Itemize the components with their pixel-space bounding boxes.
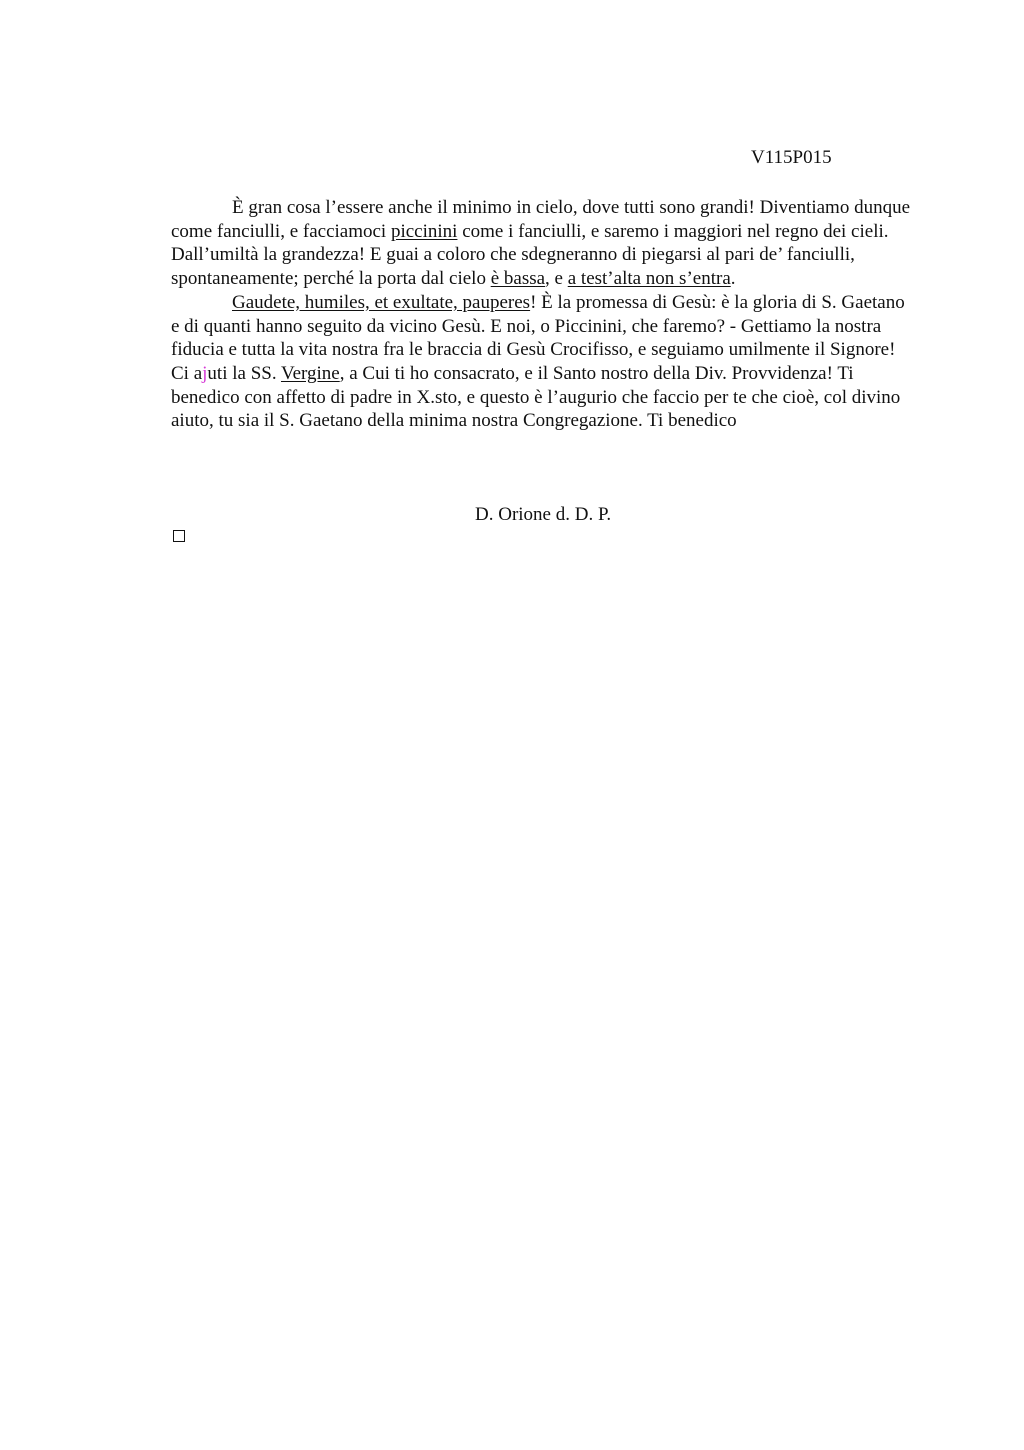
underlined-vergine: Vergine [280,362,340,384]
letter-body [171,196,911,433]
paragraph-1-text-1: È gran cosa l’essere anche il minimo in cielo, dove tutti sono grandi! Diventiamo dunque come fanciulli, e facciamoci [171,197,911,242]
paragraph-1-text-2: come i fanciulli, e saremo i maggiori nel regno dei cieli. Dall’umiltà la grandezza! E guai a coloro che sdegneranno di piegarsi al pari de’ fanciulli, spontaneamente; perché la porta dal cielo [171,220,889,290]
document-code: V115P015 [751,147,832,168]
underlined-gaudete: Gaudete, humiles, et exultate, pauperes [232,291,531,313]
paragraph-2-text-3: , a Cui ti ho consacrato, e il Santo nostro della Div. Provvidenza! Ti benedico con affetto di padre in X.sto, e questo è l’augurio che faccio per te che cioè, col divino aiuto, tu sia il S. Gaetano della minima nostra Congregazione. Ti benedico [171,362,901,432]
end-square-icon [173,530,185,542]
underlined-piccinini: piccinini [390,220,458,242]
paragraph-2-text-2: uti la SS. [207,362,281,384]
highlighted-letter: j [202,362,208,384]
paragraph-2 [171,291,911,433]
signature: D. Orione d. D. P. [475,504,612,525]
paragraph-1-text-3: , e [545,268,568,290]
paragraph-2-text-1: ! È la promessa di Gesù: è la gloria di S. Gaetano e di quanti hanno seguito da vicino Gesù. E noi, o Piccinini, che faremo? - Gettiamo la nostra fiducia e tutta la vita nostra fra le braccia di Gesù Crocifisso, e seguiamo umilmente il Signore! Ci a [171,291,905,384]
underlined-test-alta: a test’alta non s’entra [567,268,731,290]
paragraph-1-text-4: . [730,268,736,290]
underlined-e-bassa: è bassa [490,268,546,290]
paragraph-1 [171,196,911,291]
